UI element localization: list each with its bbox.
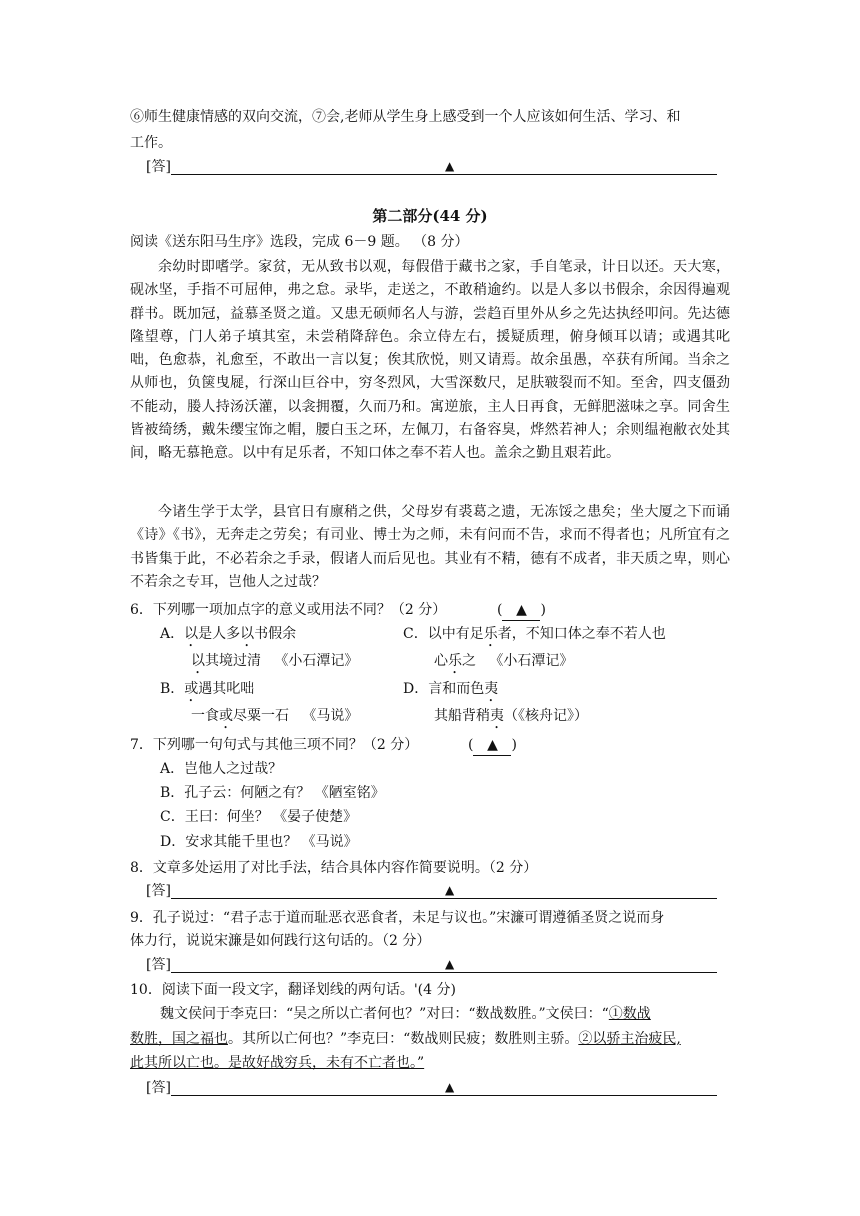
q7-option-a: A．岂他人之过哉？ bbox=[160, 761, 283, 777]
triangle-marker: ▲ bbox=[473, 735, 511, 756]
passage-paragraph-2: 今诸生学于太学，县官日有廪稍之供，父母岁有裘葛之遗，无冻馁之患矣；坐大厦之下而诵《诗》《书》，无奔走之劳矣；有司业、博士为之师，未有问而不告，求而不得者也；凡所宜有之书皆集于此，不必若余之手录，假诸人而后见也。其业有不精，德有不成者，非天质之卑，则心不若余之专耳，岂他人之过哉？ bbox=[130, 504, 730, 590]
answer-label: [答] bbox=[146, 883, 171, 899]
q6-option-a-line1: A．以是人多以书假余 bbox=[160, 626, 297, 642]
q9-stem-line-1: 9．孔子说过：“君子志于道而耻恶衣恶食者，未足与议也。”宋濂可谓遵循圣贤之说而身 bbox=[130, 910, 665, 926]
answer-label: [答] bbox=[146, 159, 171, 175]
q8-stem: 8．文章多处运用了对比手法，结合具体内容作简要说明。（2 分） bbox=[130, 860, 538, 876]
q7-option-b: B．孔子云：何陋之有？ 《陋室铭》 bbox=[160, 785, 385, 801]
q7-answer-blank[interactable]: ( ▲ ) bbox=[468, 735, 517, 756]
triangle-marker: ▲ bbox=[502, 600, 540, 621]
q10-underlined-sentence-2: ②以骄主治疲民, bbox=[578, 1031, 681, 1047]
q6-option-d-line2: 其船背稍夷（《核舟记》） bbox=[434, 708, 588, 724]
answer-label: [答] bbox=[146, 957, 171, 973]
q10-underlined-sentence-1-cont: 数胜，国之福也 bbox=[130, 1031, 228, 1047]
q7-stem: 7．下列哪一句句式与其他三项不同？（2 分） bbox=[130, 737, 419, 753]
passage-paragraph-1: 余幼时即嗜学。家贫，无从致书以观，每假借于藏书之家，手自笔录，计日以还。天大寒，砚冰坚，手指不可屈伸，弗之怠。录毕，走送之，不敢稍逾约。以是人多以书假余，余因得遍观群书。既加冠，益慕圣贤之道。又患无硕师名人与游，尝趋百里外从乡之先达执经叩问。先达德隆望尊，门人弟子填其室，未尝稍降辞色。余立侍左右，援疑质理，俯身倾耳以请；或遇其叱咄，色愈恭，礼愈至，不敢出一言以复；俟其欣悦，则又请焉。故余虽愚，卒获有所闻。当余之从师也，负箧曳屣，行深山巨谷中，穷冬烈风，大雪深数尺，足肤皲裂而不知。至舍，四支僵劲不能动，媵人持汤沃灌，以衾拥覆，久而乃和。寓逆旅，主人日再食，无鲜肥滋味之享。同舍生皆被绮绣，戴朱缨宝饰之帽，腰白玉之环，左佩刀，右备容臭，烨然若神人；余则缊袍敝衣处其间，略无慕艳意。以中有足乐者，不知口体之奉不若人也。盖余之勤且艰若此。 bbox=[130, 259, 730, 462]
carryover-line-1: ⑥师生健康情感的双向交流，⑦会,老师从学生身上感受到一个人应该如何生活、学习、和 bbox=[130, 109, 681, 125]
answer-line[interactable] bbox=[171, 898, 717, 899]
triangle-marker: ▲ bbox=[445, 159, 455, 173]
q10-passage-line-3 bbox=[130, 1053, 424, 1073]
q10-passage-line-2 bbox=[130, 1029, 681, 1049]
q6-answer-blank[interactable]: ( ▲ ) bbox=[497, 600, 546, 621]
q6-stem: 6．下列哪一项加点字的意义或用法不同？（2 分） bbox=[130, 602, 447, 618]
triangle-marker: ▲ bbox=[445, 1080, 455, 1094]
q7-option-d: D．安求其能千里也？ 《马说》 bbox=[160, 834, 358, 850]
q7-option-c: C．王曰：何坐？ 《晏子使楚》 bbox=[160, 809, 358, 825]
answer-label: [答] bbox=[146, 1080, 171, 1096]
answer-line[interactable] bbox=[171, 1095, 717, 1096]
q10-stem: 10．阅读下面一段文字，翻译划线的两句话。'(4 分) bbox=[130, 982, 456, 998]
q6-option-c-line1: C．以中有足乐者，不知口体之奉不若人也 bbox=[403, 626, 666, 642]
reading-intro: 阅读《送东阳马生序》选段，完成 6－9 题。 （8 分） bbox=[130, 234, 469, 250]
answer-line[interactable] bbox=[171, 972, 717, 973]
q10-text: 。其所以亡何也？”李克曰：“数战则民疲；数胜则主骄。 bbox=[228, 1031, 579, 1047]
answer-line[interactable] bbox=[171, 174, 717, 175]
q6-option-b-line2: 一食或尽粟一石 《马说》 bbox=[191, 708, 359, 724]
q6-option-d-line1: D．言和而色夷 bbox=[403, 681, 499, 697]
section-title: 第二部分(44 分) bbox=[372, 207, 488, 225]
triangle-marker: ▲ bbox=[445, 957, 455, 971]
q6-option-b-line1: B．或遇其叱咄 bbox=[160, 681, 255, 697]
q6-option-c-line2: 心乐之 《小石潭记》 bbox=[434, 653, 574, 669]
q10-text: 魏文侯问于李克曰：“吴之所以亡者何也？”对曰：“数战数胜。”文侯曰：“ bbox=[160, 1006, 609, 1022]
q10-underlined-sentence-1: ①数战 bbox=[608, 1006, 651, 1022]
q6-option-a-line2: 以其境过清 《小石潭记》 bbox=[191, 653, 359, 669]
q10-passage-line-1 bbox=[160, 1004, 651, 1024]
q10-underlined-sentence-2-cont: 此其所以亡也。是故好战穷兵，未有不亡者也。” bbox=[130, 1055, 425, 1071]
carryover-line-2: 工作。 bbox=[130, 135, 172, 151]
q9-stem-line-2: 体力行，说说宋濂是如何践行这句话的。（2 分） bbox=[130, 933, 431, 949]
triangle-marker: ▲ bbox=[445, 883, 455, 897]
